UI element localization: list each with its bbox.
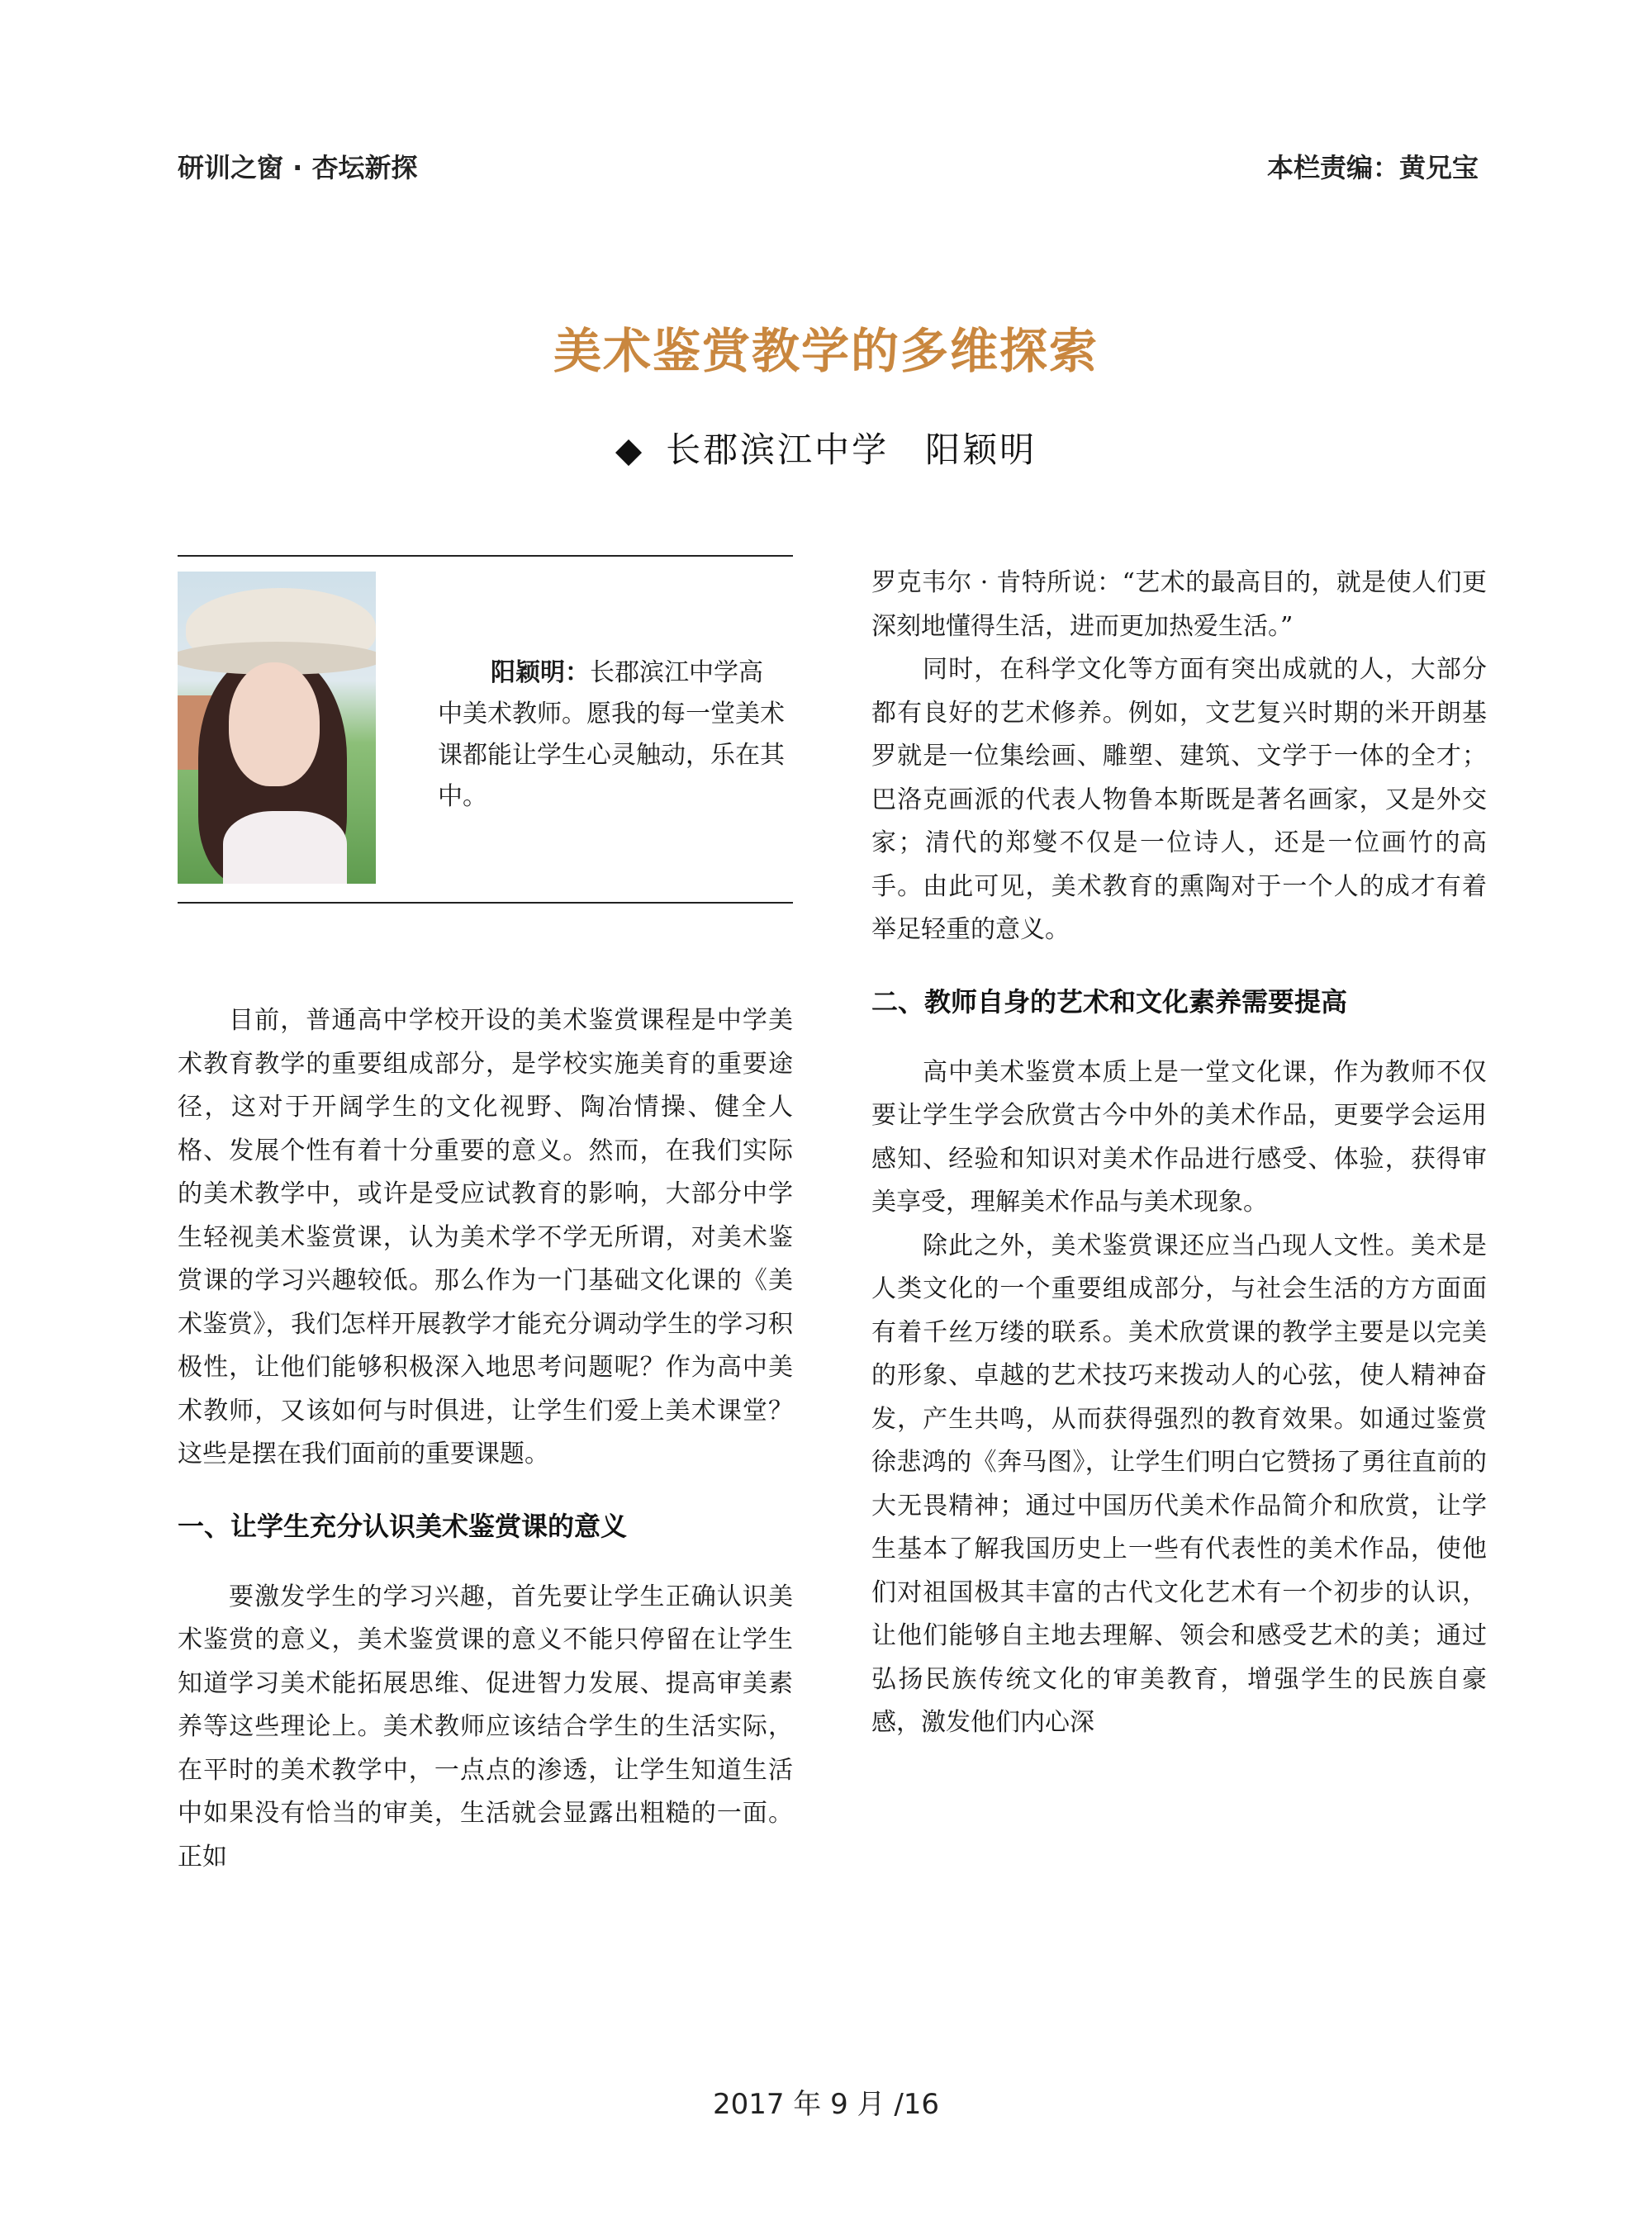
examples-paragraph: 同时，在科学文化等方面有突出成就的人，大部分都有良好的艺术修养。例如，文艺复兴时期的米开朗基罗就是一位集绘画、雕塑、建筑、文学于一体的全才；巴洛克画派的代表人物鲁本斯既是著名画家，又是外交家；清代的郑燮不仅是一位诗人，还是一位画竹的高手。由此可见，美术教育的熏陶对于一个人的成才有着举足轻重的意义。: [871, 655, 1487, 944]
page-footer: 2017 年 9 月 /16: [712, 2088, 940, 2121]
author-school: 长郡滨江中学: [666, 429, 890, 470]
author-photo: [178, 572, 376, 884]
byline: [0, 423, 1652, 472]
bio-top-rule: [178, 555, 793, 557]
bio-name: 阳颖明：: [491, 658, 590, 687]
quote-paragraph: 罗克韦尔 · 肯特所说：“艺术的最高目的，就是使人们更深刻地懂得生活，进而更加热爱生活。”: [871, 568, 1487, 641]
right-column: [871, 562, 1487, 1745]
left-column: [178, 999, 793, 1879]
column-editor: 本栏责编：黄兄宝: [1266, 152, 1479, 183]
author-name: 阳颖明: [925, 429, 1037, 470]
bio-text: 长郡滨江中学高中美术教师。愿我的每一堂美术课都能让学生心灵触动，乐在其中。: [438, 658, 785, 811]
column-name: 研训之窗 · 杏坛新探: [178, 152, 418, 183]
diamond-icon: ◆: [615, 429, 645, 470]
author-bio: [438, 652, 785, 818]
section-heading-1: 一、让学生充分认识美术鉴赏课的意义: [178, 1510, 628, 1542]
section1-paragraph: 要激发学生的学习兴趣，首先要让学生正确认识美术鉴赏的意义，美术鉴赏课的意义不能只停留在让学生知道学习美术能拓展思维、促进智力发展、提高审美素养等这些理论上。美术教师应该结合学生的生活实际，在平时的美术教学中，一点点的渗透，让学生知道生活中如果没有恰当的审美，生活就会显露出粗糙的一面。正如: [178, 1582, 793, 1872]
section2-paragraph-1: 高中美术鉴赏本质上是一堂文化课，作为教师不仅要让学生学会欣赏古今中外的美术作品，更要学会运用感知、经验和知识对美术作品进行感受、体验，获得审美享受，理解美术作品与美术现象。: [871, 1057, 1487, 1217]
article-title: 美术鉴赏教学的多维探索: [553, 323, 1099, 379]
section2-paragraph-2: 除此之外，美术鉴赏课还应当凸现人文性。美术是人类文化的一个重要组成部分，与社会生活的方方面面有着千丝万缕的联系。美术欣赏课的教学主要是以完美的形象、卓越的艺术技巧来拨动人的心弦，使人精神奋发，产生共鸣，从而获得强烈的教育效果。如通过鉴赏徐悲鸿的《奔马图》，让学生们明白它赞扬了勇往直前的大无畏精神；通过中国历代美术作品简介和欣赏，让学生基本了解我国历史上一些有代表性的美术作品，使他们对祖国极其丰富的古代文化艺术有一个初步的认识，让他们能够自主地去理解、领会和感受艺术的美；通过弘扬民族传统文化的审美教育，增强学生的民族自豪感，激发他们内心深: [871, 1231, 1487, 1737]
section-heading-2: 二、教师自身的艺术和文化素养需要提高: [871, 985, 1348, 1018]
bio-bottom-rule: [178, 902, 793, 904]
intro-paragraph: 目前，普通高中学校开设的美术鉴赏课程是中学美术教育教学的重要组成部分，是学校实施美育的重要途径，这对于开阔学生的文化视野、陶冶情操、健全人格、发展个性有着十分重要的意义。然而，在我们实际的美术教学中，或许是受应试教育的影响，大部分中学生轻视美术鉴赏课，认为美术学不学无所谓，对美术鉴赏课的学习兴趣较低。那么作为一门基础文化课的《美术鉴赏》，我们怎样开展教学才能充分调动学生的学习积极性，让他们能够积极深入地思考问题呢？作为高中美术教师，又该如何与时俱进，让学生们爱上美术课堂？这些是摆在我们面前的重要课题。: [178, 1006, 793, 1468]
